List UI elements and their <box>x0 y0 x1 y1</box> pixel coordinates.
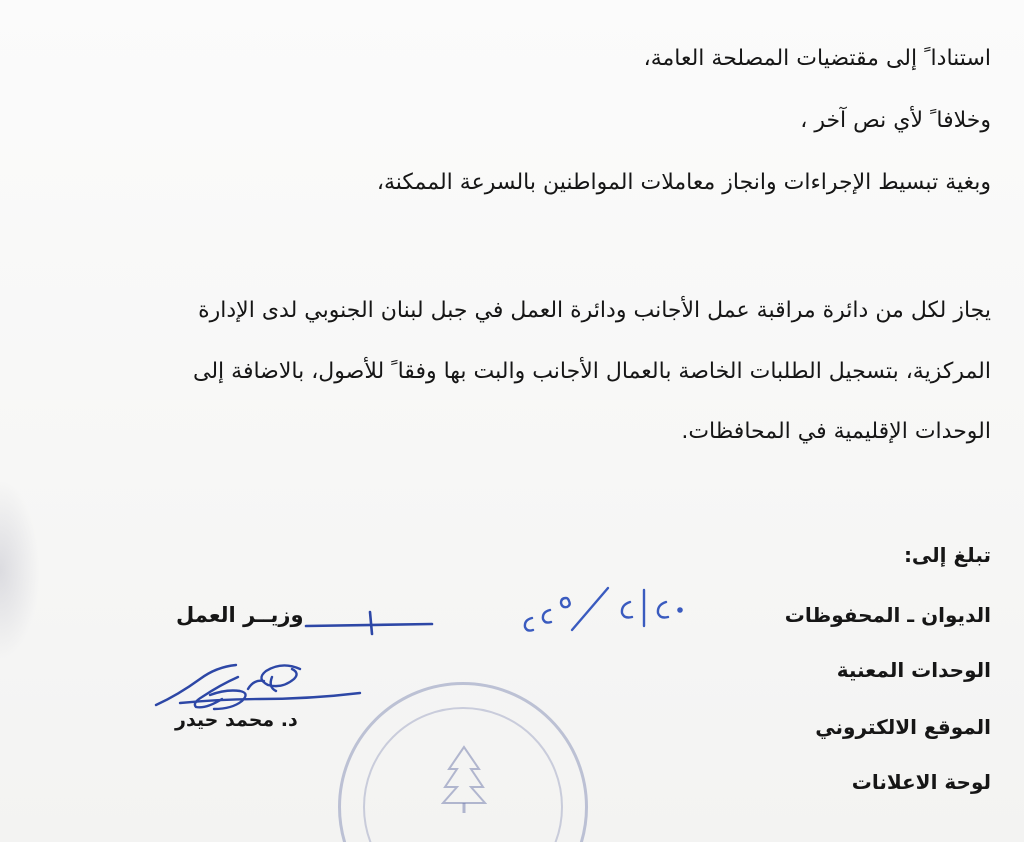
preamble-line-2: وخلافا ً لأي نص آخر ، <box>800 108 991 133</box>
minister-name: د. محمد حيدر <box>175 709 298 731</box>
distribution-item: الموقع الالكتروني <box>815 715 991 739</box>
preamble-line-1: استنادا ً إلى مقتضيات المصلحة العامة، <box>643 46 991 71</box>
decision-line-2: المركزية، بتسجيل الطلبات الخاصة بالعمال الأجانب والبت بها وفقا ً للأصول، بالاضافة إلى <box>193 359 991 384</box>
minister-title: وزيــر العمل <box>176 603 304 627</box>
distribution-item: الديوان ـ المحفوظات <box>784 603 991 627</box>
distribution-title: تبلغ إلى: <box>903 543 991 567</box>
handwritten-date <box>510 580 710 650</box>
decision-line-1: يجاز لكل من دائرة مراقبة عمل الأجانب ودائرة العمل في جبل لبنان الجنوبي لدى الإدارة <box>198 298 991 323</box>
distribution-item: الوحدات المعنية <box>836 658 991 682</box>
decision-line-3: الوحدات الإقليمية في المحافظات. <box>681 419 991 444</box>
page-edge-shadow <box>0 480 40 660</box>
preamble-line-3: وبغية تبسيط الإجراءات وانجاز معاملات المواطنين بالسرعة الممكنة، <box>376 170 991 195</box>
signature-flourish <box>300 604 440 644</box>
cedar-tree-icon <box>441 743 487 813</box>
distribution-item: لوحة الاعلانات <box>851 770 991 794</box>
